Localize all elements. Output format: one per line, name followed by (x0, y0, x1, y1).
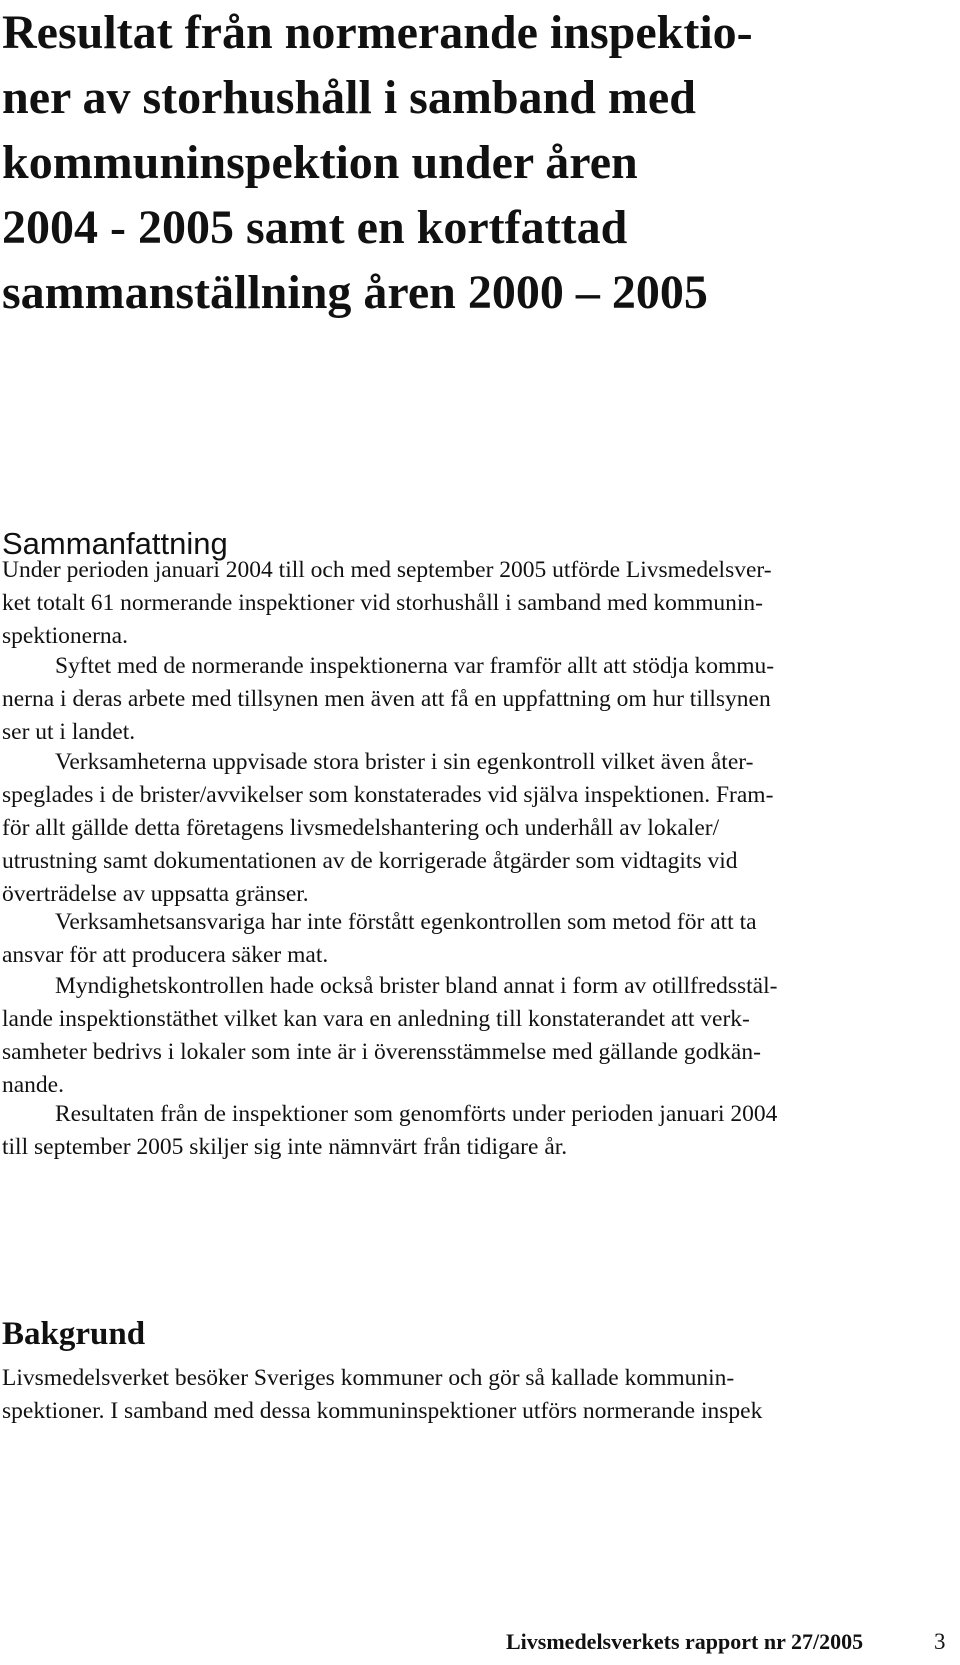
title-line: Resultat från normerande inspektio- (2, 6, 753, 59)
background-heading: Bakgrund (2, 1316, 146, 1352)
title-line: kommuninspektion under åren (2, 136, 638, 189)
paragraph-line: ansvar för att producera säker mat. (2, 942, 329, 968)
summary-paragraph-3 (2, 746, 952, 911)
paragraph-line: för allt gällde detta företagens livsmedelshantering och underhåll av lokaler/ (2, 815, 720, 841)
page-number: 3 (934, 1629, 946, 1654)
paragraph-line: Verksamheterna uppvisade stora brister i sin egenkontroll vilket även åter- (55, 749, 754, 775)
paragraph-line: spektionerna. (2, 623, 128, 649)
paragraph-line: ket totalt 61 normerande inspektioner vid storhushåll i samband med kommunin- (2, 590, 763, 616)
paragraph-line: överträdelse av uppsatta gränser. (2, 881, 309, 907)
summary-paragraph-6 (2, 1098, 952, 1164)
paragraph-line: spektioner. I samband med dessa kommuninspektioner utförs normerande inspek (2, 1398, 763, 1424)
summary-heading: Sammanfattning (2, 526, 228, 561)
title-line: ner av storhushåll i samband med (2, 71, 696, 124)
paragraph-line: till september 2005 skiljer sig inte nämnvärt från tidigare år. (2, 1134, 568, 1160)
background-paragraph-1 (2, 1362, 952, 1428)
paragraph-line: Resultaten från de inspektioner som genomförts under perioden januari 2004 (55, 1101, 778, 1127)
summary-paragraph-2 (2, 650, 952, 749)
summary-paragraph-5 (2, 970, 952, 1102)
paragraph-line: samheter bedrivs i lokaler som inte är i överensstämmelse med gällande godkän- (2, 1039, 761, 1065)
title-line: 2004 - 2005 samt en kortfattad (2, 201, 628, 254)
paragraph-line: utrustning samt dokumentationen av de korrigerade åtgärder som vidtagits vid (2, 848, 738, 874)
paragraph-line: nande. (2, 1072, 64, 1098)
paragraph-line: Verksamhetsansvariga har inte förstått egenkontrollen som metod för att ta (55, 909, 757, 935)
paragraph-line: Syftet med de normerande inspektionerna var framför allt att stödja kommu- (55, 653, 775, 679)
paragraph-line: nerna i deras arbete med tillsynen men även att få en uppfattning om hur tillsynen (2, 686, 771, 712)
summary-paragraph-1 (2, 554, 952, 653)
summary-paragraph-4 (2, 906, 952, 972)
paragraph-line: Myndighetskontrollen hade också brister bland annat i form av otillfredsstäl- (55, 973, 778, 999)
title-line: sammanställning åren 2000 – 2005 (2, 266, 708, 319)
paragraph-line: Under perioden januari 2004 till och med september 2005 utförde Livsmedelsver- (2, 557, 772, 583)
paragraph-line: lande inspektionstäthet vilket kan vara en anledning till konstaterandet att verk- (2, 1006, 750, 1032)
paragraph-line: speglades i de brister/avvikelser som konstaterades vid själva inspektionen. Fram- (2, 782, 774, 808)
footer-report-name: Livsmedelsverkets rapport nr 27/2005 (506, 1629, 864, 1654)
paragraph-line: ser ut i landet. (2, 719, 136, 745)
paragraph-line: Livsmedelsverket besöker Sveriges kommuner och gör så kallade kommunin- (2, 1365, 735, 1391)
document-title (2, 0, 902, 325)
